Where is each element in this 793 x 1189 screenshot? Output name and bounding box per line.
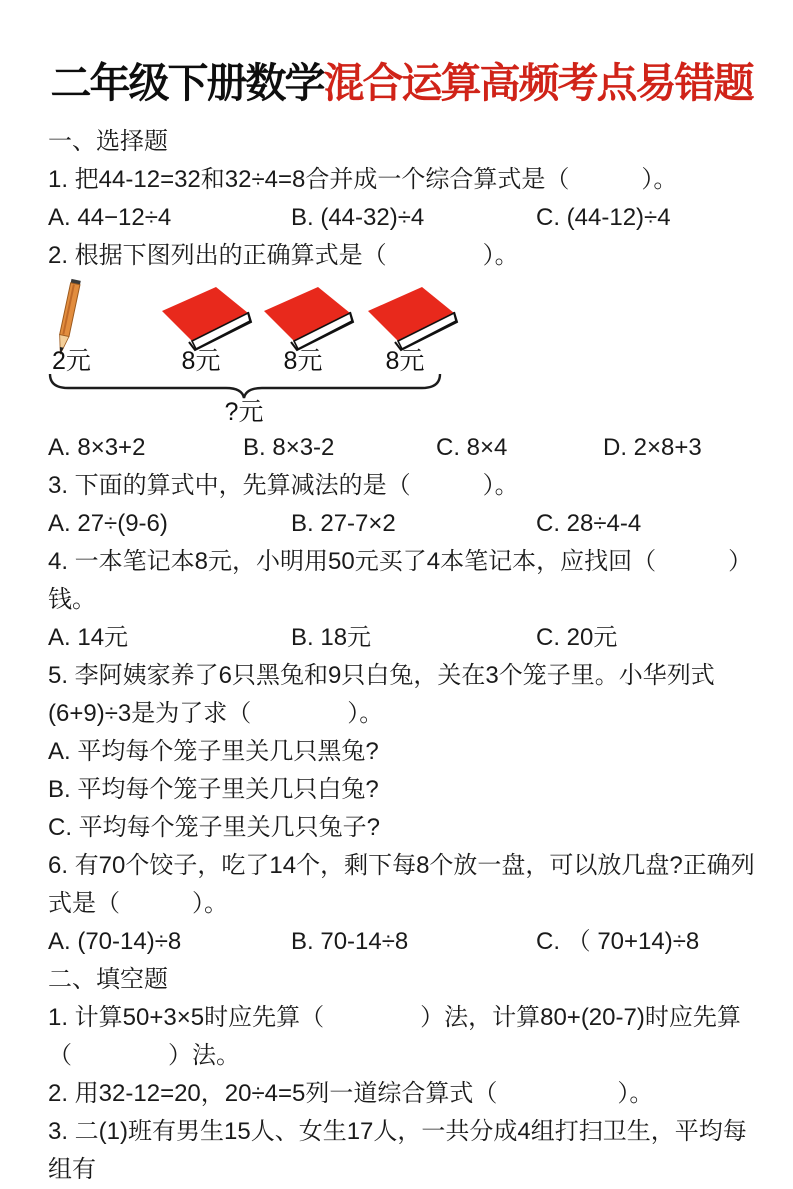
book-price-label: 8元 [283,347,323,375]
option-2d: D. 2×8+3 [603,434,702,461]
book-price-label: 8元 [181,347,221,375]
question-2-stem: 2. 根据下图列出的正确算式是（ ）。 [48,242,519,269]
option-4c: C. 20元 [536,624,618,651]
option-5c: C. 平均每个笼子里关几只兔子? [48,814,381,841]
option-4a: A. 14元 [48,624,129,651]
option-1b: B. (44-32)÷4 [291,204,425,231]
question-5-stem: 5. 李阿姨家养了6只黑兔和9只白兔，关在3个笼子里。小华列式(6+9)÷3是为了求（ ）。 [48,662,715,727]
pencil-price-label: 2元 [52,347,91,375]
question-1-options [48,199,755,237]
book-price-label: 8元 [385,347,425,375]
book-icon [264,287,353,350]
question-6-options [48,923,755,961]
section-choice-heading: 一、选择题 [48,128,168,155]
question-4-stem: 4. 一本笔记本8元，小明用50元买了4本笔记本，应找回（ ）钱。 [48,548,753,613]
question-3-options [48,505,755,543]
book-icon [368,287,457,350]
option-3c: C. 28÷4-4 [536,510,642,537]
option-2a: A. 8×3+2 [48,434,146,461]
option-1c: C. (44-12)÷4 [536,204,671,231]
option-1a: A. 44−12÷4 [48,204,172,231]
question-4-options [48,619,755,657]
title-red-part: 混合运算高频考点易错题 [323,60,753,106]
option-3b: B. 27-7×2 [291,510,396,537]
question-3-stem: 3. 下面的算式中，先算减法的是（ ）。 [48,472,519,499]
option-5b: B. 平均每个笼子里关几只白兔? [48,776,379,803]
option-6b: B. 70-14÷8 [291,928,409,955]
question-2-figure [48,277,755,425]
fill-question-1: 1. 计算50+3×5时应先算（ ）法，计算80+(20-7)时应先算（ ）法。 [48,1004,741,1069]
question-1-stem: 1. 把44-12=32和32÷4=8合并成一个综合算式是（ ）。 [48,166,678,193]
book-icon [162,287,251,350]
section-fill-heading: 二、填空题 [48,966,168,993]
option-6c: C. （ 70+14)÷8 [536,928,700,955]
price-diagram [48,277,518,425]
option-2b: B. 8×3-2 [243,434,335,461]
fill-question-3: 3. 二(1)班有男生15人、女生17人，一共分成4组打扫卫生，平均每组有 [48,1118,747,1183]
page-title [48,50,755,109]
title-black-part: 二年级下册数学 [50,60,324,106]
question-6-stem: 6. 有70个饺子，吃了14个，剩下每8个放一盘，可以放几盘?正确列式是（ ）。 [48,852,755,917]
fill-question-2: 2. 用32-12=20，20÷4=5列一道综合算式（ ）。 [48,1080,654,1107]
total-price-label: ?元 [224,398,264,425]
option-3a: A. 27÷(9-6) [48,510,168,537]
pencil-icon [56,279,81,355]
question-2-options [48,429,755,467]
brace-shape [50,374,440,398]
option-6a: A. (70-14)÷8 [48,928,182,955]
option-2c: C. 8×4 [436,434,508,461]
option-5a: A. 平均每个笼子里关几只黑兔? [48,738,379,765]
option-4b: B. 18元 [291,624,372,651]
